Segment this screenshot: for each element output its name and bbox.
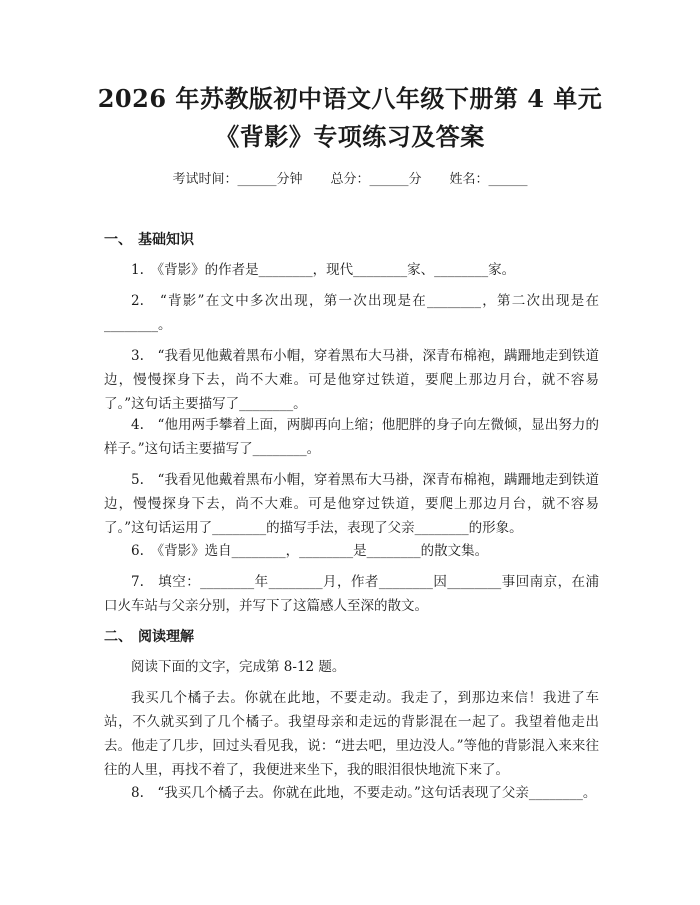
exam-info (0, 170, 700, 190)
section-number: 二、 (104, 629, 132, 645)
document-title-line1: 2026 年苏教版初中语文八年级下册第 4 单元 (97, 84, 603, 113)
student-name-field: 姓名：______ (449, 172, 528, 187)
section-number: 一、 (104, 232, 132, 248)
exam-time-field: 考试时间：______分钟 (172, 172, 303, 187)
question-2: 2. “背影”在文中多次出现，第一次出现是在________，第二次出现是在________。 (104, 293, 599, 333)
question-6: 6. 《背影》选自________，________是________的散文集。 (131, 543, 489, 559)
question-1: 1. 《背影》的作者是________，现代________家、________家。 (131, 262, 516, 278)
question-3: 3. “我看见他戴着黑布小帽，穿着黑布大马褂，深青布棉袍，蹒跚地走到铁道边，慢慢探身下去，尚不大难。可是他穿过铁道，要爬上那边月台，就不容易了。”这句话主要描写了________。 (104, 348, 599, 412)
section-heading-basics (104, 230, 194, 250)
question-7: 7. 填空：________年________月，作者________因________事回南京，在浦口火车站与父亲分别，并写下了这篇感人至深的散文。 (104, 574, 599, 614)
reading-passage: 我买几个橘子去。你就在此地，不要走动。我走了，到那边来信！我进了车站，不久就买到了几个橘子。我望母亲和走远的背影混在一起了。我望着他走出去。他走了几步，回过头看见我，说：“进去吧，里边没人。”等他的背影混入来来往往的人里，再找不着了，我便进来坐下，我的眼泪很快地流下来了。 (104, 690, 599, 778)
question-4: 4. “他用两手攀着上面，两脚再向上缩；他肥胖的身子向左微倾，显出努力的样子。”这句话主要描写了________。 (104, 417, 599, 457)
question-8: 8. “我买几个橘子去。你就在此地，不要走动。”这句话表现了父亲________。 (131, 785, 597, 801)
document-title-line2: 《背影》专项练习及答案 (215, 122, 485, 151)
section-heading-reading (104, 627, 194, 647)
section-title: 阅读理解 (138, 629, 194, 645)
reading-instruction: 阅读下面的文字，完成第 8-12 题。 (131, 659, 346, 675)
section-title: 基础知识 (138, 232, 194, 248)
question-5: 5. “我看见他戴着黑布小帽，穿着黑布大马褂，深青布棉袍，蹒跚地走到铁道边，慢慢探身下去，尚不大难。可是他穿过铁道，要爬上那边月台，就不容易了。”这句话运用了________的描写手法，表现了父亲________的形象。 (104, 472, 599, 536)
total-score-field: 总分：______分 (330, 172, 422, 187)
